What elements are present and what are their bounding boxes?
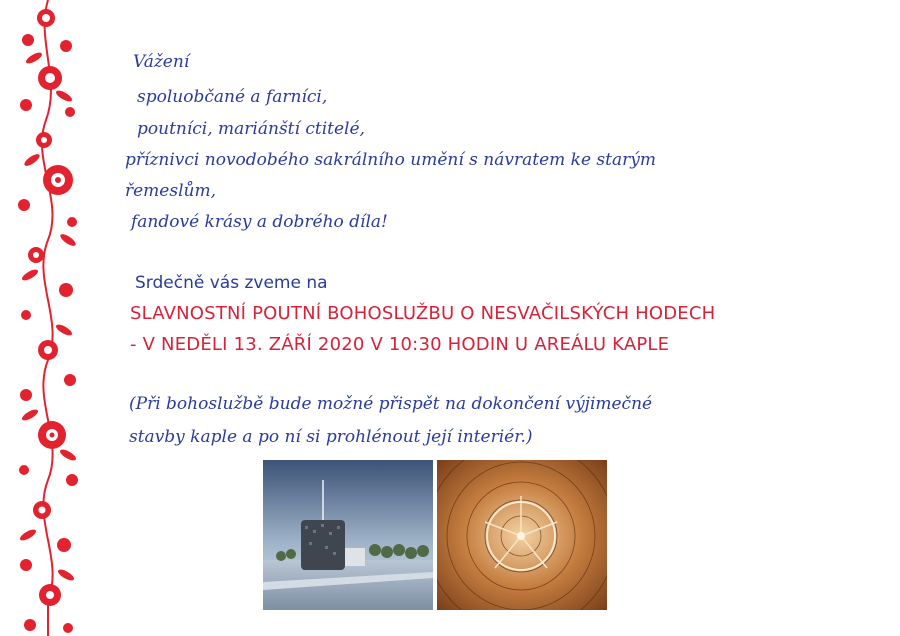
greeting-line-5: řemeslům, xyxy=(125,181,217,201)
chapel-exterior-image xyxy=(263,460,433,610)
invitation-intro: Srdečně vás zveme na xyxy=(135,273,328,293)
greeting-line-2: spoluobčané a farníci, xyxy=(137,87,328,107)
event-title-line-2: - V NEDĚLI 13. ZÁŘÍ 2020 V 10:30 HODIN U AREÁLU KAPLE xyxy=(130,334,670,355)
greeting-line-3: poutníci, mariánští ctitelé, xyxy=(137,119,365,139)
note-line-2: stavby kaple a po ní si prohlénout její interiér.) xyxy=(129,427,533,447)
greeting-line-1: Vážení xyxy=(133,52,190,72)
greeting-line-4: příznivci novodobého sakrálního umění s návratem ke starým xyxy=(125,150,656,170)
note-line-1: (Při bohoslužbě bude možné přispět na dokončení výjimečné xyxy=(129,394,653,414)
event-title-line-1: SLAVNOSTNÍ POUTNÍ BOHOSLUŽBU O NESVAČILSKÝCH HODECH xyxy=(130,303,716,324)
chapel-interior-ceiling-image xyxy=(437,460,607,610)
folk-floral-ornament xyxy=(6,0,90,636)
greeting-line-6: fandové krásy a dobrého díla! xyxy=(131,212,388,232)
